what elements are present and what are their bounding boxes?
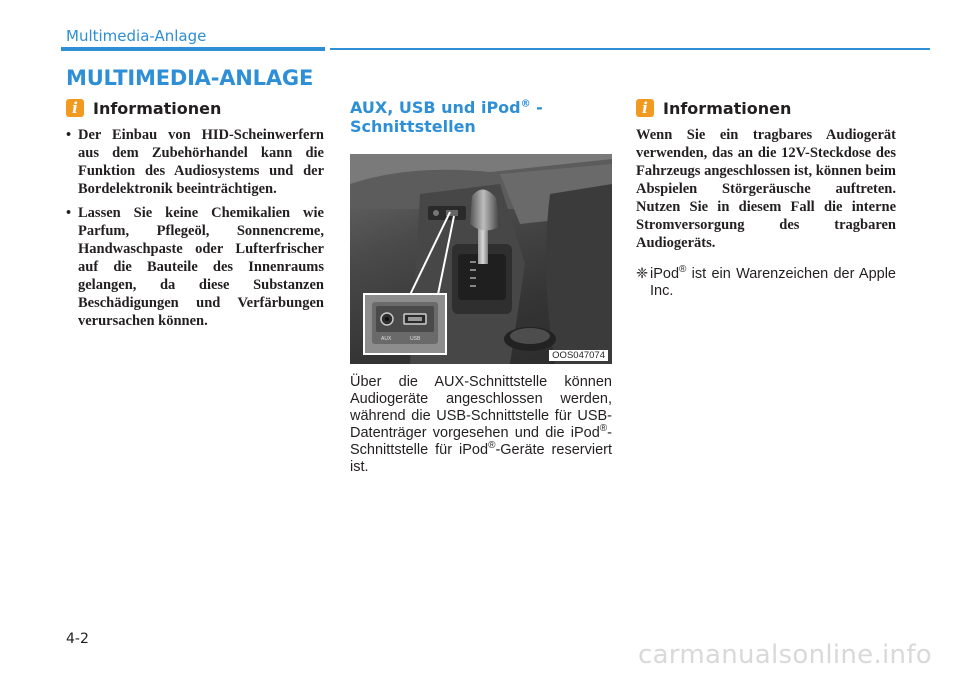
aux-port-label: AUX [381, 336, 392, 342]
info-icon: i [66, 99, 84, 117]
page-number: 4-2 [66, 631, 89, 647]
note-text: ist ein Warenzeichen der Apple Inc. [650, 266, 896, 299]
info-header-left [66, 96, 324, 120]
info-bullet-list [66, 126, 324, 330]
left-column [66, 96, 324, 336]
right-column [636, 96, 896, 300]
section-title: MULTIMEDIA-ANLAGE [66, 66, 314, 90]
subsection-title-line2: Schnittstellen [350, 117, 476, 136]
photo-code: OOS047074 [549, 350, 608, 361]
info-title: Informationen [663, 98, 792, 118]
info-icon: i [636, 99, 654, 117]
aux-usb-description [350, 374, 612, 476]
subsection-title-suffix: - [530, 98, 543, 117]
subsection-title-text: AUX, USB und iPod [350, 98, 521, 117]
info-header-right [636, 96, 896, 120]
trademark-note [636, 266, 896, 300]
body-text: -Schnittstelle für iPod [350, 425, 612, 458]
registered-mark: ® [679, 264, 687, 276]
usb-port-label: USB [410, 336, 421, 342]
watermark: carmanualsonline.info [637, 640, 932, 670]
registered-mark: ® [488, 440, 496, 452]
note-text: iPod [650, 266, 680, 282]
registered-mark: ® [520, 98, 531, 110]
body-text: Über die AUX-Schnittstelle können Audiogeräte angeschlossen werden, während die USB-Schnittstelle für USB-Datenträger vorgesehen und die iPod [350, 374, 612, 441]
registered-mark: ® [599, 423, 608, 435]
body-text: -Geräte reserviert ist. [350, 442, 612, 475]
header-rule-thick [61, 47, 325, 51]
console-photo [350, 154, 612, 364]
list-item: • Lassen Sie keine Chemikalien wie Parfum, Pflegeöl, Sonnencreme, Handwaschpaste oder Lufterfrischer auf die Bauteile des Innenraums gelangen, da diese Substanzen Beschädigungen und Verfärbungen verursachen können. [66, 204, 324, 330]
header-title: Multimedia-Anlage [66, 27, 207, 45]
middle-column [350, 96, 612, 476]
header-rule-thin [330, 48, 930, 50]
note-mark: ❈ [636, 266, 649, 282]
console-illustration [350, 154, 612, 364]
info-title: Informationen [93, 98, 222, 118]
list-item: • Der Einbau von HID-Scheinwerfern aus dem Zubehörhandel kann die Funktion des Audiosystems und der Bordelektronik beeinträchtigen. [66, 126, 324, 198]
subsection-title [350, 98, 612, 136]
info-body: Wenn Sie ein tragbares Audiogerät verwenden, das an die 12V-Steckdose des Fahrzeugs angeschlossen ist, können beim Abspielen Störgeräusche auftreten. Nutzen Sie in diesem Fall die interne Stromversorgung des tragbaren Audiogeräts. [636, 127, 896, 251]
